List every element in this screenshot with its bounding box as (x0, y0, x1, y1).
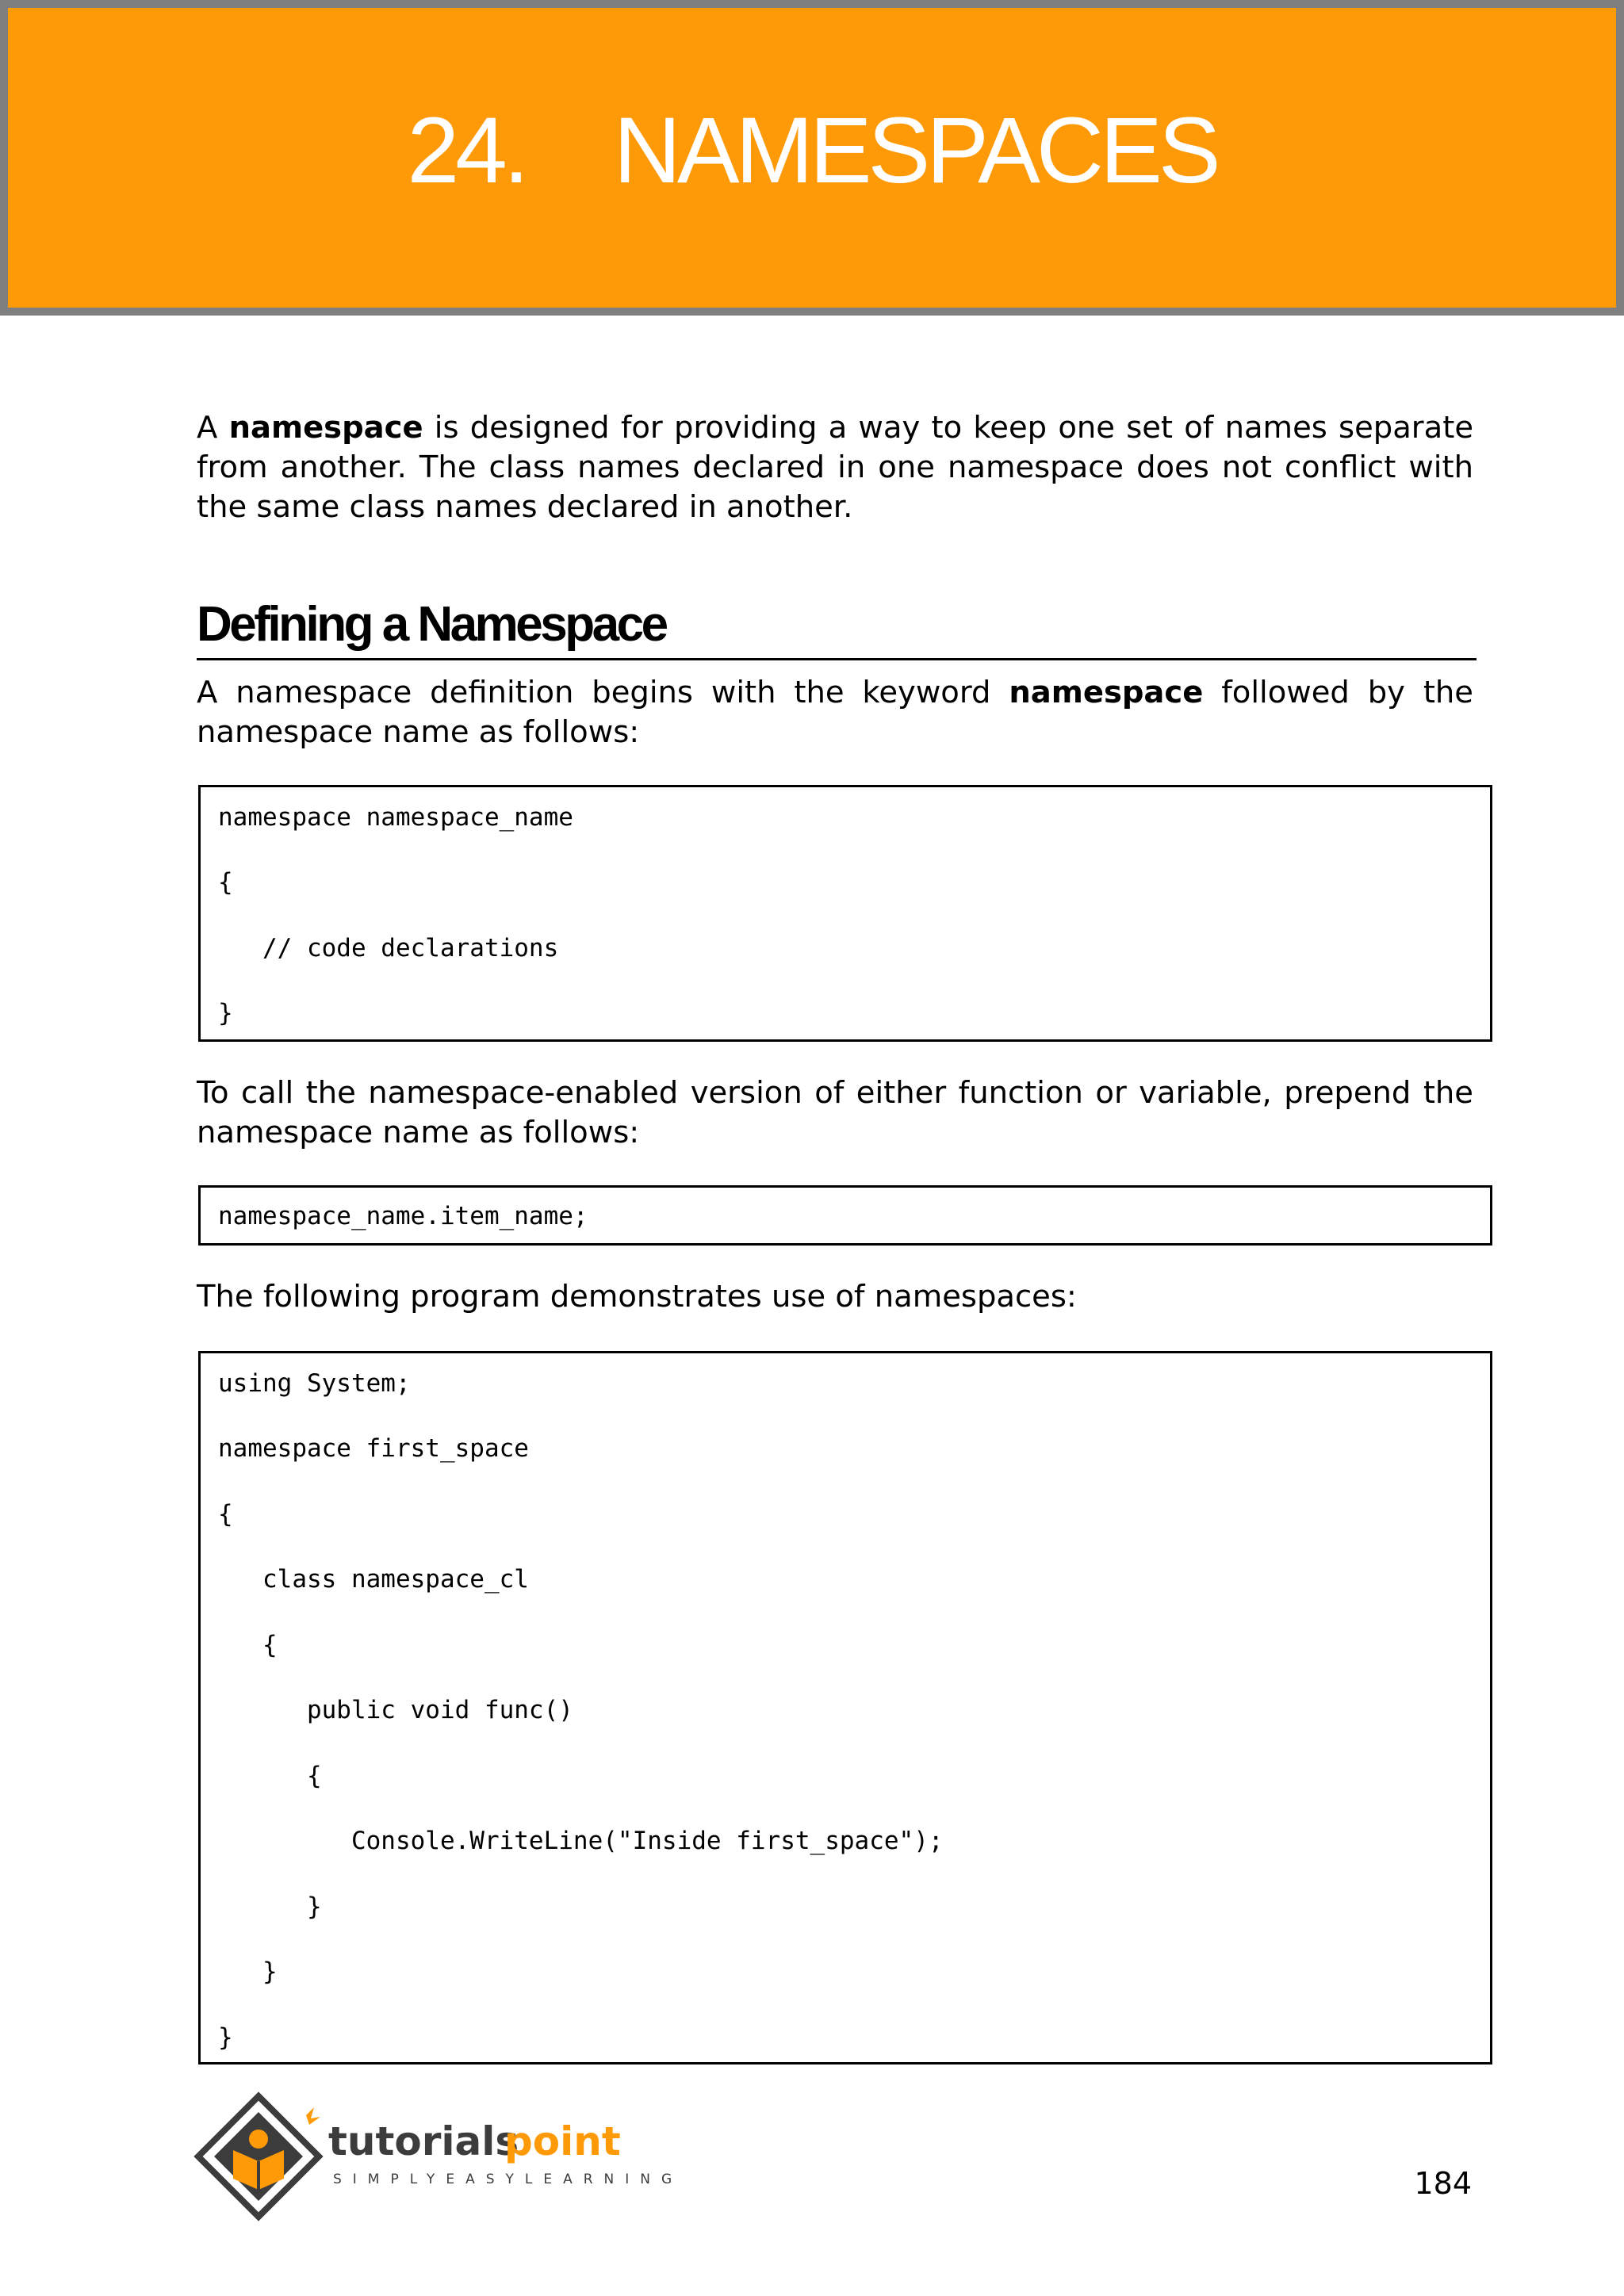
program-paragraph-block (197, 1277, 1473, 1317)
chapter-banner (0, 0, 1624, 316)
code-line: } (218, 2023, 233, 2052)
code-line: } (218, 999, 233, 1027)
logo-head-icon (249, 2130, 268, 2149)
code-line: // code declarations (218, 934, 559, 962)
call-paragraph: To call the namespace-enabled version of either function or variable, prepend the namespace name as follows: (197, 1075, 1473, 1150)
definition-keyword: namespace (1009, 675, 1204, 710)
definition-paragraph (197, 673, 1473, 752)
tutorialspoint-logo (195, 2093, 684, 2220)
intro-keyword: namespace (228, 410, 423, 446)
code-line: namespace first_space (218, 1434, 529, 1463)
code-block-program (198, 1351, 1492, 2064)
definition-rest: followed by the namespace name as follows: (197, 675, 1473, 750)
intro-paragraph-block (197, 408, 1473, 527)
logo-brand-a: tutorials (328, 2118, 519, 2164)
code-line: } (218, 1957, 278, 1986)
code-line: public void func() (218, 1696, 573, 1724)
page-number: 184 (1414, 2166, 1472, 2201)
chapter-title: 24. NAMESPACES (407, 98, 1217, 203)
program-paragraph: The following program demonstrates use of namespaces: (197, 1279, 1077, 1314)
code-block-item-access (198, 1185, 1492, 1246)
logo-brand-b: point (504, 2118, 621, 2164)
code-line: Console.WriteLine("Inside first_space"); (218, 1827, 944, 1855)
code-line: { (218, 1762, 322, 1790)
definition-prefix: A namespace definition begins with the keyword (197, 675, 1009, 710)
code-line: using System; (218, 1369, 411, 1398)
definition-paragraph-block (197, 673, 1473, 752)
logo-spark-icon (306, 2107, 320, 2125)
call-paragraph-block (197, 1073, 1473, 1153)
section-heading: Defining a Namespace (197, 591, 1477, 660)
code-line: class namespace_cl (218, 1565, 529, 1594)
code-line: { (218, 868, 233, 897)
code-line: } (218, 1892, 322, 1921)
code-block-namespace-syntax (198, 785, 1492, 1042)
code-line: namespace namespace_name (218, 803, 573, 832)
code-line: namespace_name.item_name; (218, 1202, 588, 1230)
intro-paragraph (197, 408, 1473, 527)
logo-graphic (195, 2093, 684, 2220)
logo-tagline: SIMPLYEASYLEARNING (333, 2172, 684, 2187)
intro-rest: is designed for providing a way to keep one set of names separate from another. The class names declared in one namespace does not conflict with the same class names declared in another. (197, 410, 1474, 525)
intro-prefix: A (197, 410, 229, 446)
code-line: { (218, 1500, 233, 1529)
code-line: { (218, 1631, 278, 1659)
